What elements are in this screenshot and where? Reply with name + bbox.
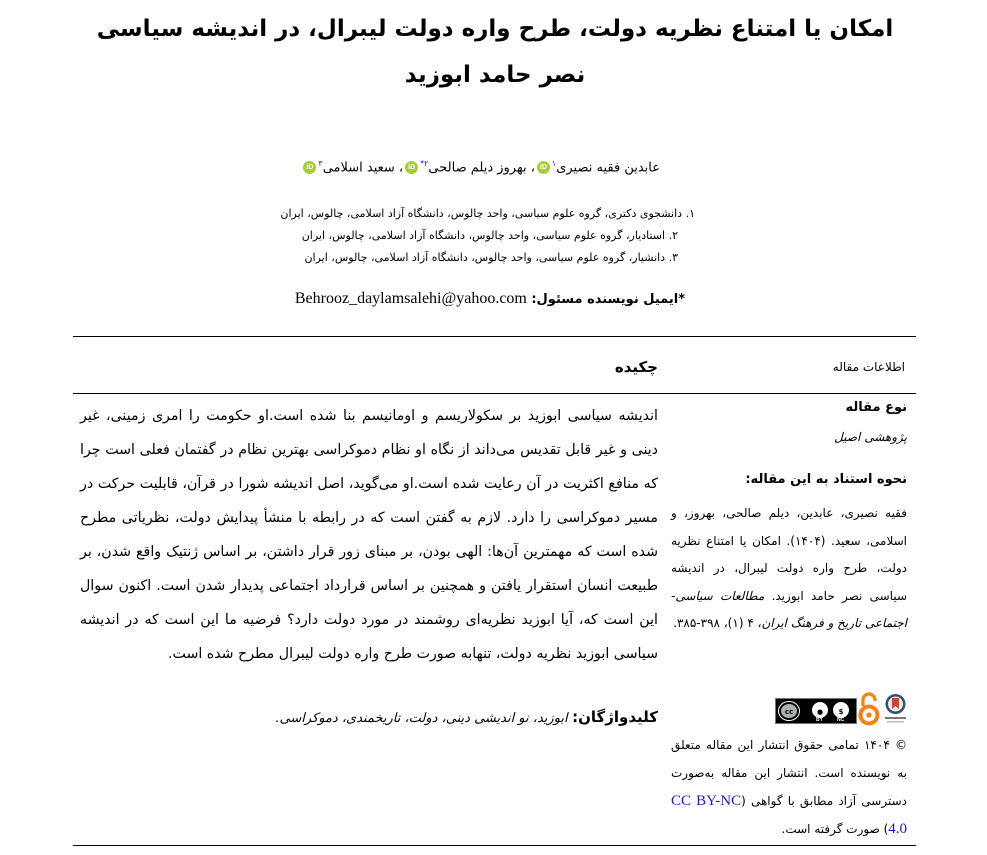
citation-authors-title: فقیه نصیری، عابدین، دیلم صالحی، بهروز، و اسلامی، سعید. (۱۴۰۴). امکان یا امتناع نظریه دولت، طرح واره دولت لیبرال، در اندیشه سیاسی نصر حامد ابوزید. xyxy=(671,506,908,603)
corresponding-author xyxy=(200,290,685,308)
citation-journal: مطالعات سیاسی-اجتماعی تاریخ و فرهنگ ایران xyxy=(671,588,907,630)
attribution-icon: ● xyxy=(812,702,828,718)
copyright-text: © ۱۴۰۴ تمامی حقوق انتشار این مقاله متعلق به نویسنده است. انتشار این مقاله به‌صورت دسترسی آزاد مطابق با گواهی ( xyxy=(671,738,907,808)
affiliation-1: ۱. دانشجوی دکتری، گروه علوم سیاسی، واحد چالوس، دانشگاه آزاد اسلامی، چالوس، ایران xyxy=(280,207,695,220)
keywords-label: کلیدواژگان: xyxy=(572,708,658,726)
copyright-tail: ) صورت گرفته است. xyxy=(781,822,889,836)
author-name: سعید اسلامی xyxy=(322,160,395,176)
affiliation-2: ۲. استادیار، گروه علوم سیاسی، واحد چالوس، دانشگاه آزاد اسلامی، چالوس، ایران xyxy=(301,229,678,242)
author-affiliation-marker: ۲* xyxy=(420,159,429,168)
corresponding-email-link[interactable]: Behrooz_daylamsalehi@yahoo.com xyxy=(294,290,527,307)
abstract-body: اندیشه سیاسی ابوزید بر سکولاریسم و اومانیسم بنا شده است.او حکومت را امری زمینی، غیر دینی و غیر قابل تقدیس می‌داند از نگاه او نظام دموکراسی بهترین نظام در گفتمان فعلی است چرا که منافع اکثریت در آن رعایت شده است.او می‌گوید، اصل اندیشه شورا در قرآن، قابلیت حرکت در مسیر دموکراسی را دارد. لازم به گفتن است که در رابطه با منشأ پیدایش دولت، نظریاتی مطرح شده است که مهمترین آن‌ها: الهی بودن، بر مبنای زور قرار داشتن، بر اساس ژنتیک واقع شدن، بر طبیعت انسان استقرار یافتن و همچنین بر اساس قرارداد اجتماعی پدیدار شدن است. اکنون سوال این است که، آیا ابوزید نظریه‌ای روشمند در مورد دولت دارد؟ فرضیه ما این است که در اندیشه سیاسی ابوزید نظریه دولت، تنهابه صورت طرح واره دولت لیبرال مطرح شده است. xyxy=(80,408,658,662)
noncommercial-icon: $ xyxy=(833,702,849,718)
citation-label: نحوه استناد به این مقاله: xyxy=(745,472,907,487)
keywords xyxy=(80,708,658,726)
cc-nc-label: NC xyxy=(837,717,845,723)
keywords-list: ابوزید، نو اندیشی دینی، دولت، تاریخمندی، دموکراسی. xyxy=(275,711,568,726)
cc-icon: cc xyxy=(779,702,799,720)
license-badges xyxy=(775,692,909,728)
orcid-icon[interactable]: iD xyxy=(537,161,550,174)
open-access-icon[interactable] xyxy=(857,692,881,726)
corresponding-email-label: *ایمیل نویسنده مسئول: xyxy=(531,292,685,307)
article-info-heading: اطلاعات مقاله xyxy=(832,360,905,374)
author-name: بهروز دیلم صالحی xyxy=(428,160,527,176)
article-type-label: نوع مقاله xyxy=(845,400,907,415)
paper-title-line-1: امکان یا امتناع نظریه دولت، طرح واره دولت لیبرال، در اندیشه سیاسی xyxy=(96,16,894,42)
abstract-heading: چکیده xyxy=(614,358,658,376)
orcid-icon[interactable]: iD xyxy=(303,161,316,174)
author-name: عابدین فقیه نصیری xyxy=(556,160,660,176)
cc-by-nc-badge[interactable] xyxy=(775,698,857,724)
divider-bottom xyxy=(73,845,916,846)
citation-volume-pages: ، ۴ (۱)، ۳۹۸-۳۸۵. xyxy=(673,616,762,630)
copyright-notice xyxy=(671,731,907,843)
divider-top xyxy=(73,336,916,337)
citation-text xyxy=(671,500,907,638)
cc-by-label: BY xyxy=(816,717,823,723)
author-affiliation-marker: ۱ xyxy=(551,159,557,168)
cc-license-link[interactable]: CC BY-NC 4.0 xyxy=(671,793,907,837)
affiliation-3: ۳. دانشیار، گروه علوم سیاسی، واحد چالوس، دانشگاه آزاد اسلامی، چالوس، ایران xyxy=(304,251,678,264)
author-affiliation-marker: ۳ xyxy=(318,159,323,168)
crossmark-icon[interactable] xyxy=(883,693,908,725)
paper-title-line-2: نصر حامد ابوزید xyxy=(404,62,586,88)
orcid-icon[interactable]: iD xyxy=(405,161,418,174)
author-list: عابدین فقیه نصیری$^۱$iD، بهروز دیلم صالحی$^{۲*}$iD، سعید اسلامی$^۳$iD xyxy=(200,159,660,175)
article-type-value: پژوهشی اصیل xyxy=(834,430,907,444)
divider-header xyxy=(73,393,916,394)
